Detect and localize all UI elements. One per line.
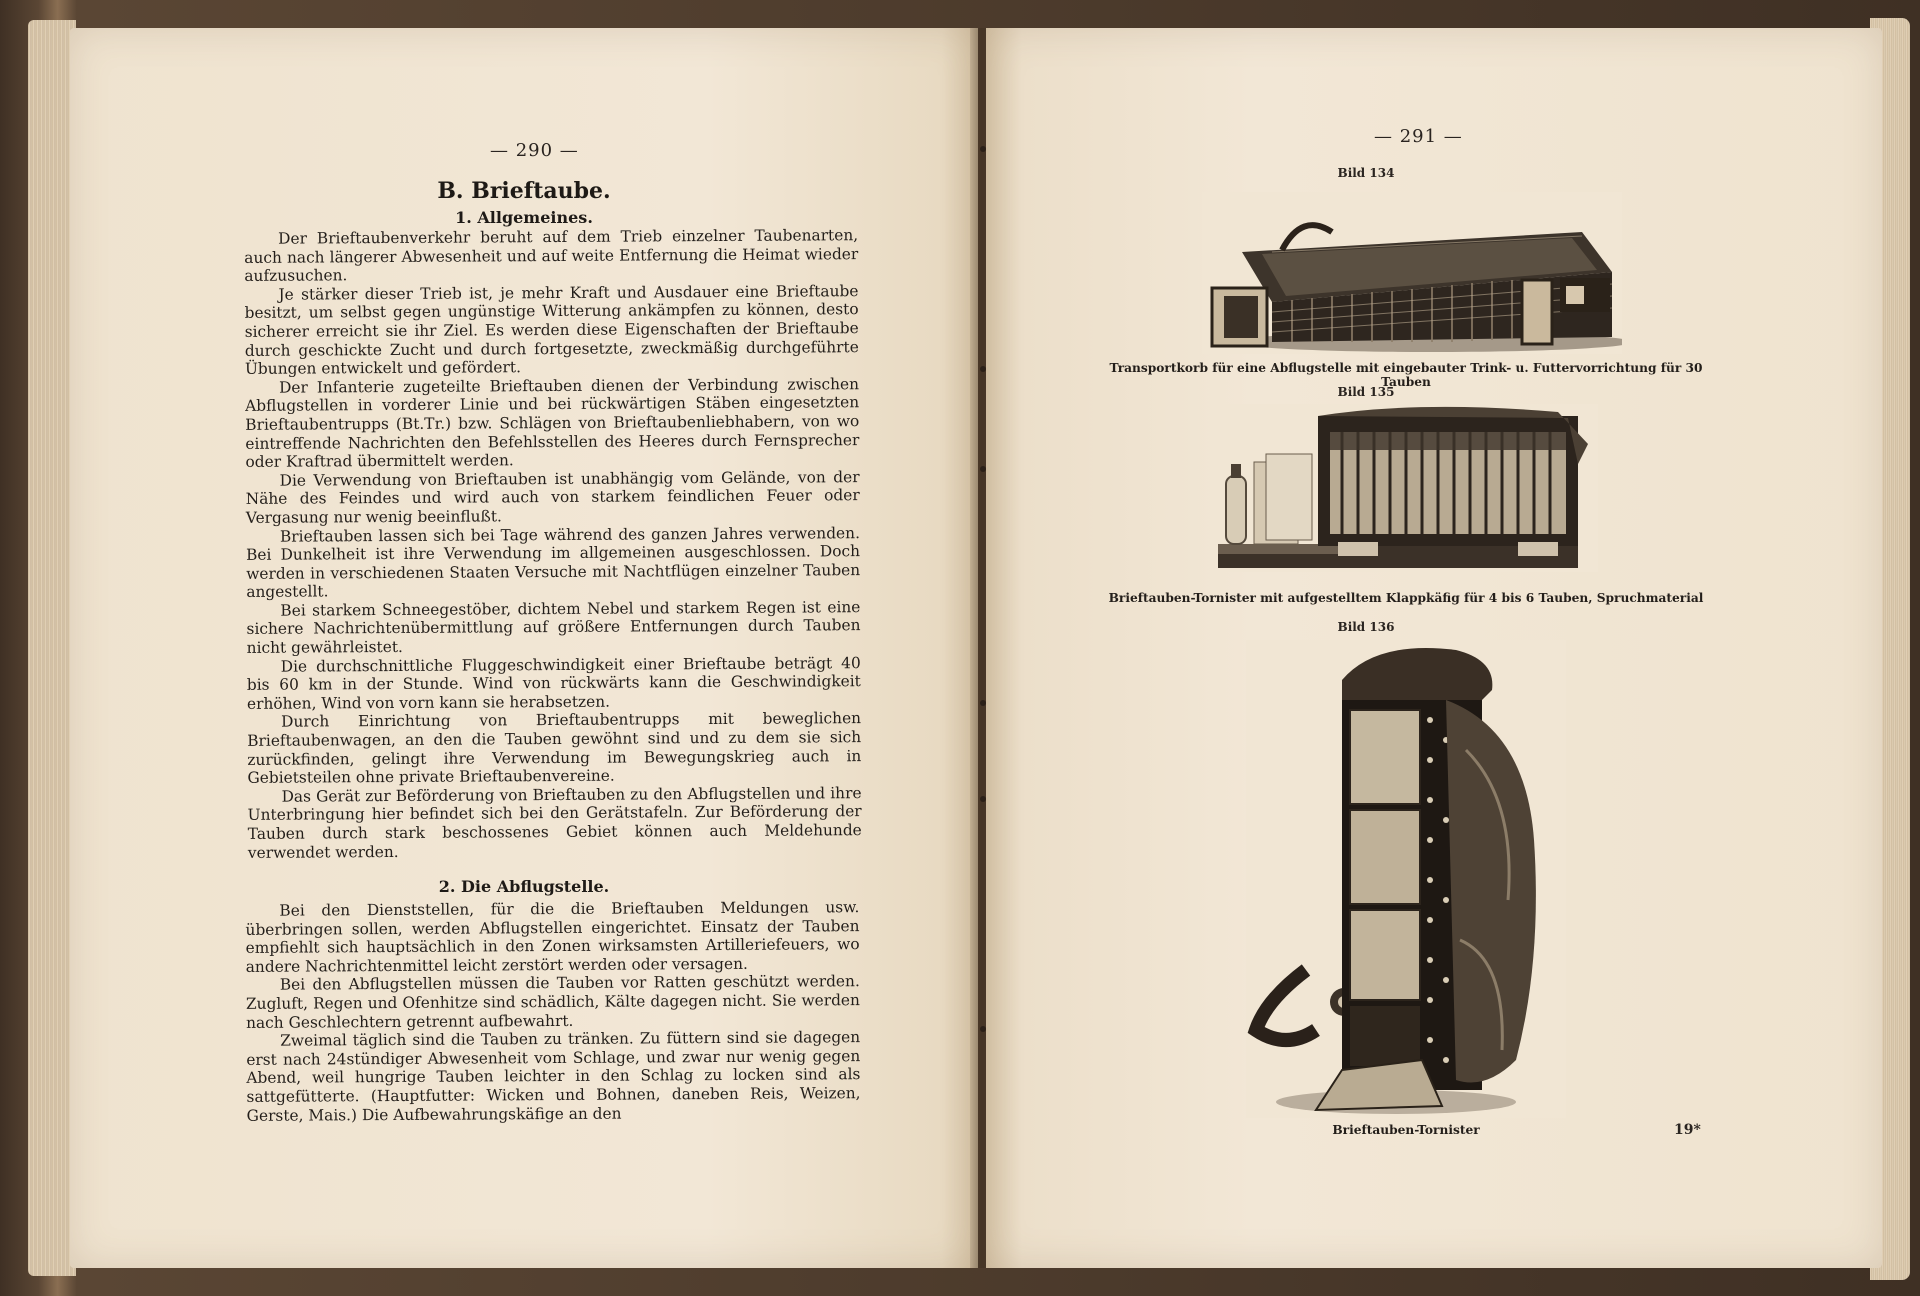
text-block-abflugstelle: [245, 898, 860, 1125]
paragraph: Brieftauben lassen sich bei Tage während des ganzen Jahres verwenden. Bei Dunkelheit ist ihre Verwendung im allgemeinen ausgeschlossen. Doch werden in verschiedenen Staaten Versuche mit Nachtflügen einzelner Tauben angestellt.: [246, 523, 861, 602]
paragraph: Je stärker dieser Trieb ist, je mehr Kraft und Ausdauer eine Brieftaube besitzt, um selbst gegen ungünstige Witterung ankämpfen zu können, desto sicherer erreicht sie ihr Ziel. Es werden diese Eigenschaften der Brieftaube durch geschickte Zucht und durch fortgesetzte, zweckmäßig durchgeführte Übungen entwickelt und gefördert.: [244, 281, 859, 379]
paragraph: Bei den Dienststellen, für die die Brieftauben Meldungen usw. überbringen sollen, werden Abflugstellen eingerichtet. Einsatz der Tauben empfiehlt sich hauptsächlich in den Zonen wirksamsten Artilleriefeuers, wo andere Nachrichtenmittel leicht zerstört werden oder versagen.: [245, 898, 860, 976]
page-edges-left: [28, 20, 76, 1276]
text-block-allgemeines: [244, 226, 862, 862]
paragraph: Der Infanterie zugeteilte Brieftauben dienen der Verbindung zwischen Abflugstellen in vorderer Linie und bei rückwärtigen Stäben eingesetzten Brieftaubentrupps (Bt.Tr.) bzw. Schlägen von Brieftaubenliebhabern, von wo eintreffende Nachrichten den Befehlsstellen des Heeres durch Fernsprecher oder Kraftrad übermittelt werden.: [245, 374, 860, 472]
paragraph: Die Verwendung von Brieftauben ist unabhängig vom Gelände, von der Nähe des Feindes und wird auch von starkem feindlichen Feuer oder Vergasung nur wenig beeinflußt.: [245, 467, 860, 527]
basket-photo: [1202, 192, 1622, 354]
figure-label-136: Bild 136: [1337, 620, 1395, 634]
paragraph: Die durchschnittliche Fluggeschwindigkeit einer Brieftaube beträgt 40 bis 60 km in der Stunde. Wind von rückwärts kann die Geschwindigkeit erhöhen, Wind von vorn kann sie herabsetzen.: [246, 653, 861, 713]
figure-caption-134: Transportkorb für eine Abflugstelle mit eingebauter Trink- u. Futtervorrichtung für 30 Tauben: [1109, 361, 1703, 389]
left-page: [70, 28, 978, 1268]
subsection-title-abflugstelle: 2. Die Abflugstelle.: [438, 877, 610, 896]
paragraph: Durch Einrichtung von Brieftaubentrupps mit beweglichen Brieftaubenwagen, an den die Tauben gewöhnt sind und zu dem sie sich zurückfinden, gelingt ihre Verwendung im Bewegungskrieg auch in Gebietsteilen ohne private Brieftaubenvereine.: [247, 709, 862, 788]
paragraph: Das Gerät zur Beförderung von Brieftauben zu den Abflugstellen und ihre Unterbringung hier befindet sich bei den Gerätstafeln. Zur Beförderung der Tauben durch stark beschossenes Gebiet können auch Meldehunde verwendet werden.: [247, 783, 862, 862]
signature-mark: 19*: [1674, 1122, 1701, 1138]
tornister-cage-photo: [1218, 404, 1598, 572]
paragraph: Der Brieftaubenverkehr beruht auf dem Trieb einzelner Taubenarten, auch nach längerer Abwesenheit und auf weite Entfernung die Heimat wieder aufzusuchen.: [244, 226, 859, 286]
paragraph: Bei starkem Schneegestöber, dichtem Nebel und starkem Regen ist eine sichere Nachrichtenübermittlung auf größere Entfernungen durch Tauben nicht gewährleistet.: [246, 597, 861, 657]
figure-caption-136: Brieftauben-Tornister: [1332, 1123, 1480, 1137]
figure-caption-135: Brieftauben-Tornister mit aufgestelltem Klappkäfig für 4 bis 6 Tauben, Spruchmaterial: [1108, 591, 1704, 605]
page-number-right: — 291 —: [1374, 126, 1463, 147]
tornister-backpack-photo: [1246, 640, 1566, 1118]
paragraph: Zweimal täglich sind die Tauben zu tränken. Zu füttern sind sie dagegen erst nach 24stündiger Abwesenheit vom Schlage, und zwar nur wenig gegen Abend, weil hungrige Tauben leichter in den Schlag zu locken sind als sattgefütterte. (Hauptfutter: Wicken und Bohnen, daneben Reis, Weizen, Gerste, Mais.) Die Aufbewahrungskäfige an den: [246, 1028, 861, 1125]
figure-label-134: Bild 134: [1337, 166, 1395, 180]
subsection-title-allgemeines: 1. Allgemeines.: [455, 208, 593, 227]
paragraph: Bei den Abflugstellen müssen die Tauben vor Ratten geschützt werden. Zugluft, Regen und Ofenhitze sind schädlich, Kälte dagegen nicht. Sie werden nach Geschlechtern getrennt aufbewahrt.: [245, 972, 860, 1032]
section-title: B. Brieftaube.: [437, 178, 611, 204]
page-number-left: — 290 —: [490, 140, 579, 161]
right-page: [986, 28, 1882, 1268]
figure-label-135: Bild 135: [1337, 385, 1395, 399]
